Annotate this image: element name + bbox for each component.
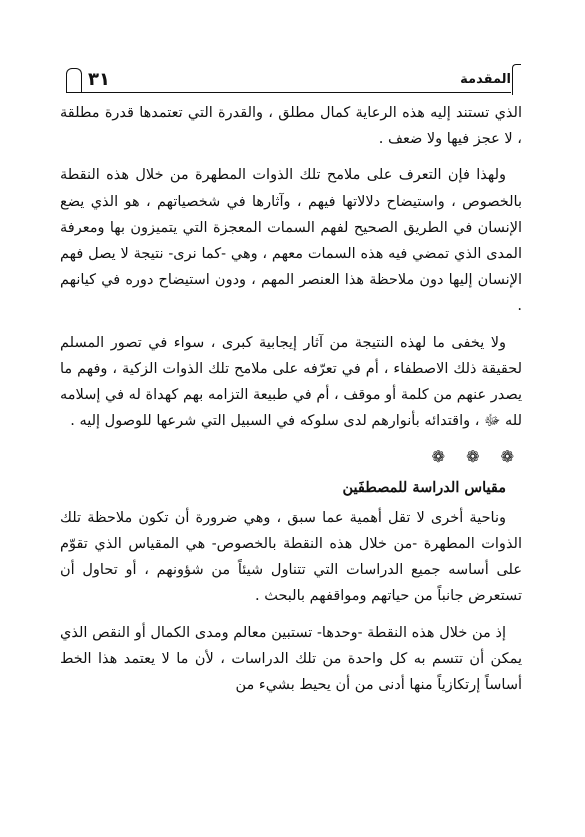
running-header [66,68,511,96]
header-rule [66,92,511,93]
running-header-title: المقدمة [460,72,511,87]
paragraph: ولهذا فإن التعرف على ملامح تلك الذوات المطهرة من خلال هذه النقطة بالخصوص ، واستيضاح دلالاتها فيهم ، وآثارها في شخصياتهم ، هو الذي يضع الإنسان في الطريق الصحيح لفهم السمات المعجزة التي يتميزون بها ومعرفة المدى الذي تمضي فيه هذه السمات معهم ، وهي -كما نرى- نتيجة لا يصل فهم الإنسان إليها دون ملاحظة هذا العنصر المهم ، ودون استيضاح دوره في كيانهم . [60,167,522,315]
page-number: ٣١ [88,69,110,90]
paragraph: وناحية أخرى لا تقل أهمية عما سبق ، وهي ضرورة أن تكون ملاحظة تلك الذوات المطهرة -من خلال هذه النقطة بالخصوص- هي المقياس الذي تقوّم على أساسه جميع الدراسات التي تتناول شيئاً من شؤونهم ، أو تحاول أن تستعرض جانباً من حياتهم ومواقفهم بالبحث . [60,509,522,605]
paragraph: الذي تستند إليه هذه الرعاية كمال مطلق ، والقدرة التي تعتمدها قدرة مطلقة ، لا عجز فيها ولا ضعف . [60,105,522,148]
page-body [60,100,522,708]
section-divider-ornament: ❁ ❁ ❁ [431,447,522,467]
paragraph: ولا يخفى ما لهذه النتيجة من آثار إيجابية كبرى ، سواء في تصور المسلم لحقيقة ذلك الاصطفاء ، أم في تعرّفه على ملامح تلك الذوات الزكية ، وفهم ما يصدر عنهم من كلمة أو موقف ، أم في طبيعة التزامه بهم كهداة له في إسلامه لله ﷻ ، واقتدائه بأنوارهم لدى سلوكه في السبيل التي شرعها للوصول إليه . [60,334,522,430]
header-ornament-right [512,64,521,95]
header-ornament-left [66,68,82,93]
section-heading: مقياس الدراسة للمصطفَين [342,478,506,496]
paragraph: إذ من خلال هذه النقطة -وحدها- تستبين معالم ومدى الكمال أو النقص الذي يمكن أن تتسم به كل واحدة من تلك الدراسات ، لأن ما لا يعتمد هذا الخط أساساً إرتكازياً منها أدنى من أن يحيط بشيء من [60,624,522,694]
